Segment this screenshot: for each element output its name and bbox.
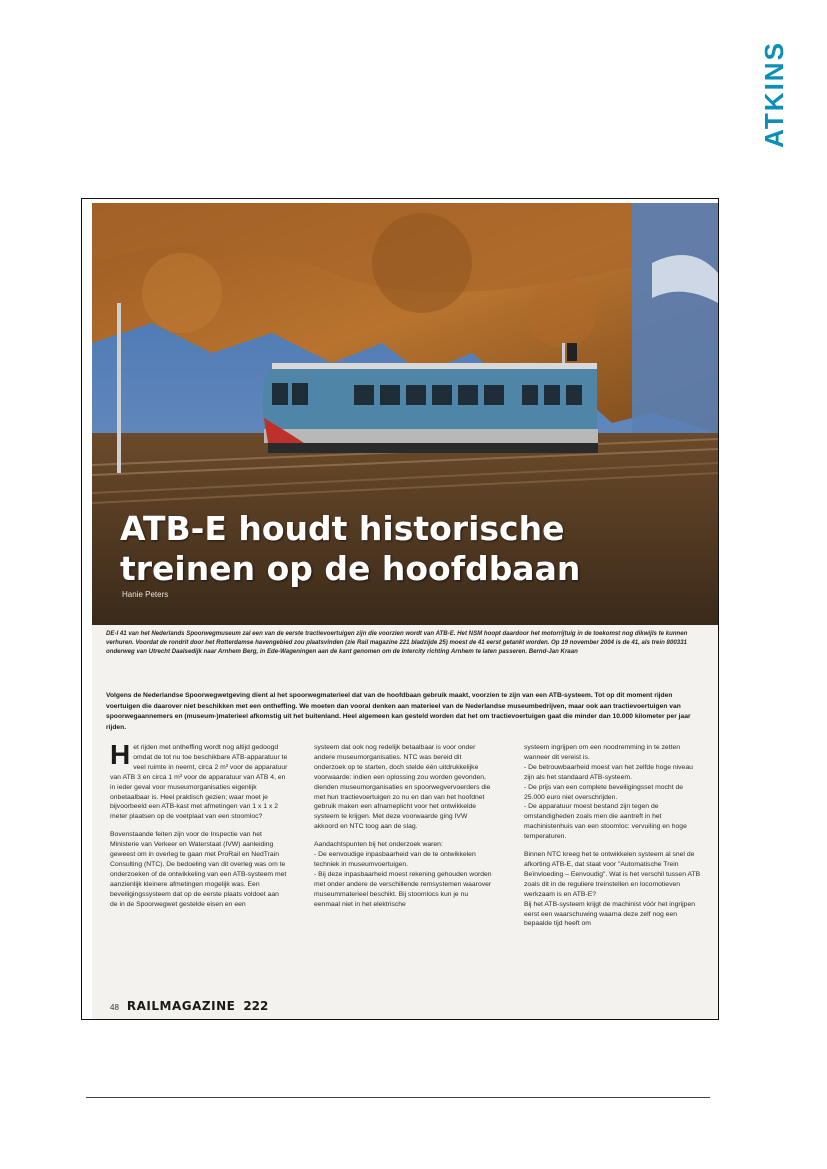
headline-line-1: ATB-E houdt historische xyxy=(120,509,565,548)
paragraph: Aandachtspunten bij het onderzoek waren: xyxy=(314,841,443,849)
magazine-scan-frame xyxy=(81,198,719,1020)
atkins-logo xyxy=(758,34,789,154)
logo-text: ATKINS xyxy=(758,40,789,148)
requirements-list-continued xyxy=(524,763,702,842)
magazine-footer xyxy=(110,999,268,1013)
list-item: - De betrouwbaarheid moest van het zelfde hoge niveau zijn als het standaard ATB-systeem. xyxy=(524,763,693,781)
article-intro: Volgens de Nederlandse Spoorwegwetgeving dient al het spoorwegmaterieel dat van de hoofdbaan gebruik maakt, voorzien te zijn van een ATB-systeem. Tot op dit moment rijden voertuigen die daarover niet beschikken met een ontheffing. We moeten dan vooral denken aan materieel van de Nederlandse museumbedrijven, maar ook aan tractievoertuigen van spoorwegaannemers en (museum-)materieel afkomstig uit het buitenland. Heel algemeen kan gesteld worden dat het om tractievoertuigen gaat die minder dan 10.000 kilometer per jaar rijden. xyxy=(106,692,691,731)
paragraph-text: et rijden met ontheffing wordt nog altijd gedoogd omdat de tot nu toe beschikbare ATB-apparatuur te veel ruimte in neemt, circa 2 m³ voor de apparatuur van ATB 3 en circa 1 m³ voor de apparatuur van ATB 4, en in ieder geval voor museumorganisaties eigenlijk onbetaalbaar is. Heel praktisch gezien; waar moet je bijvoorbeeld een ATB-kast met afmetingen van 1 x 1 x 2 meter plaatsen op de voetplaat van een stoomloc? xyxy=(110,744,288,821)
requirements-list xyxy=(314,850,492,909)
headline-line-2: treinen op de hoofdbaan xyxy=(120,549,581,588)
paragraph: Bovenstaande feiten zijn voor de Inspectie van het Ministerie van Verkeer en Waterstaat (IVW) aanleiding geweest om in overleg te gaan met ProRail en NedTrain Consulting (NTC). De bedoeling van dit overleg was om te onderzoeken of de ontwikkeling van een ATB-systeem met aanzienlijk kleinere afmetingen mogelijk was. Een beveiligingssysteem dat op de eerste plaats voldoet aan de in de Spoorwegwet gestelde eisen en een xyxy=(110,831,287,908)
footer-divider xyxy=(86,1097,710,1098)
paragraph: Bij het ATB-systeem krijgt de machinist vóór het ingrijpen eerst een waarschuwing waarna deze zelf nog een bepaalde tijd heeft om xyxy=(524,900,696,928)
list-item: - Bij deze inpasbaarheid moest rekening gehouden worden met onder andere de verschillende remsystemen waarover museummaterieel beschikt. Bij stoomlocs kun je nu eenmaal niet in het elektrische xyxy=(314,870,492,908)
list-item: - De prijs van een complete beveiligingsset mocht de 25.000 euro niet overschrijden. xyxy=(524,783,684,801)
article-headline xyxy=(120,509,580,589)
text-column-1 xyxy=(110,739,288,918)
text-column-2 xyxy=(314,743,492,910)
issue-number: 222 xyxy=(243,999,269,1013)
drop-cap: H xyxy=(110,739,131,770)
page-number: 48 xyxy=(110,1003,119,1012)
article-byline: Hanie Peters xyxy=(122,590,169,599)
paragraph: Binnen NTC kreeg het te ontwikkelen systeem al snel de afkorting ATB-E, dat staat voor "Automatische Trein Beïnvloeding – Eenvoudig". Wat is het verschil tussen ATB zoals dit in de reguliere treinstellen en locomotieven werkzaam is en ATB-E? xyxy=(524,851,701,898)
magazine-name: RAILMAGAZINE xyxy=(126,999,236,1013)
paragraph xyxy=(110,739,288,822)
paragraph: systeem dat ook nog redelijk betaalbaar is voor onder andere museumorganisaties. NTC was bereid dit onderzoek op te starten, doch stelde één uitdrukkelijke voorwaarde: indien een oplossing zou worden gevonden, dienden museumorganisaties en spoorwegvervoerders die met hun tractievoertuigen zo nu en dan van het hoofdnet gebruik maken een afnameplicht voor het ontwikkelde systeem te krijgen. Met deze voorwaarde ging IVW akkoord en NTC toog aan de slag. xyxy=(314,744,491,831)
list-item: - De apparatuur moest bestand zijn tegen de omstandigheden zoals men die aantreft in het machinistenhuis van een stoomloc: vervuiling en hoge temperaturen. xyxy=(524,803,687,841)
magazine-page xyxy=(92,203,718,1019)
list-item: - De eenvoudige inpasbaarheid van de te ontwikkelen techniek in museumvoertuigen. xyxy=(314,851,476,868)
text-column-3 xyxy=(524,743,702,937)
paragraph: systeem ingrijpen om een noodremming in te zetten wanneer dit vereist is. xyxy=(524,744,681,761)
photo-caption: DE-I 41 van het Nederlands Spoorwegmuseum zal een van de eerste tractievoertuigen zijn die voorzien wordt van ATB-E. Het NSM hoopt daardoor het motorrijtuig in de toekomst nog dikwijls te kunnen verhuren. Voordat de rondrit door het Rotterdamse havengebied zou plaatsvinden (zie Rail magazine 221 bladzijde 25) moest de 41 eerst getankt worden. Op 19 november 2004 is de 41, als trein 800331 onderweg van Utrecht Daalsedijk naar Arnhem Berg, in Ede-Wageningen aan de kant genomen om de Intercity richting Arnhem te laten passeren. Bernd-Jan Kraan xyxy=(106,630,688,655)
